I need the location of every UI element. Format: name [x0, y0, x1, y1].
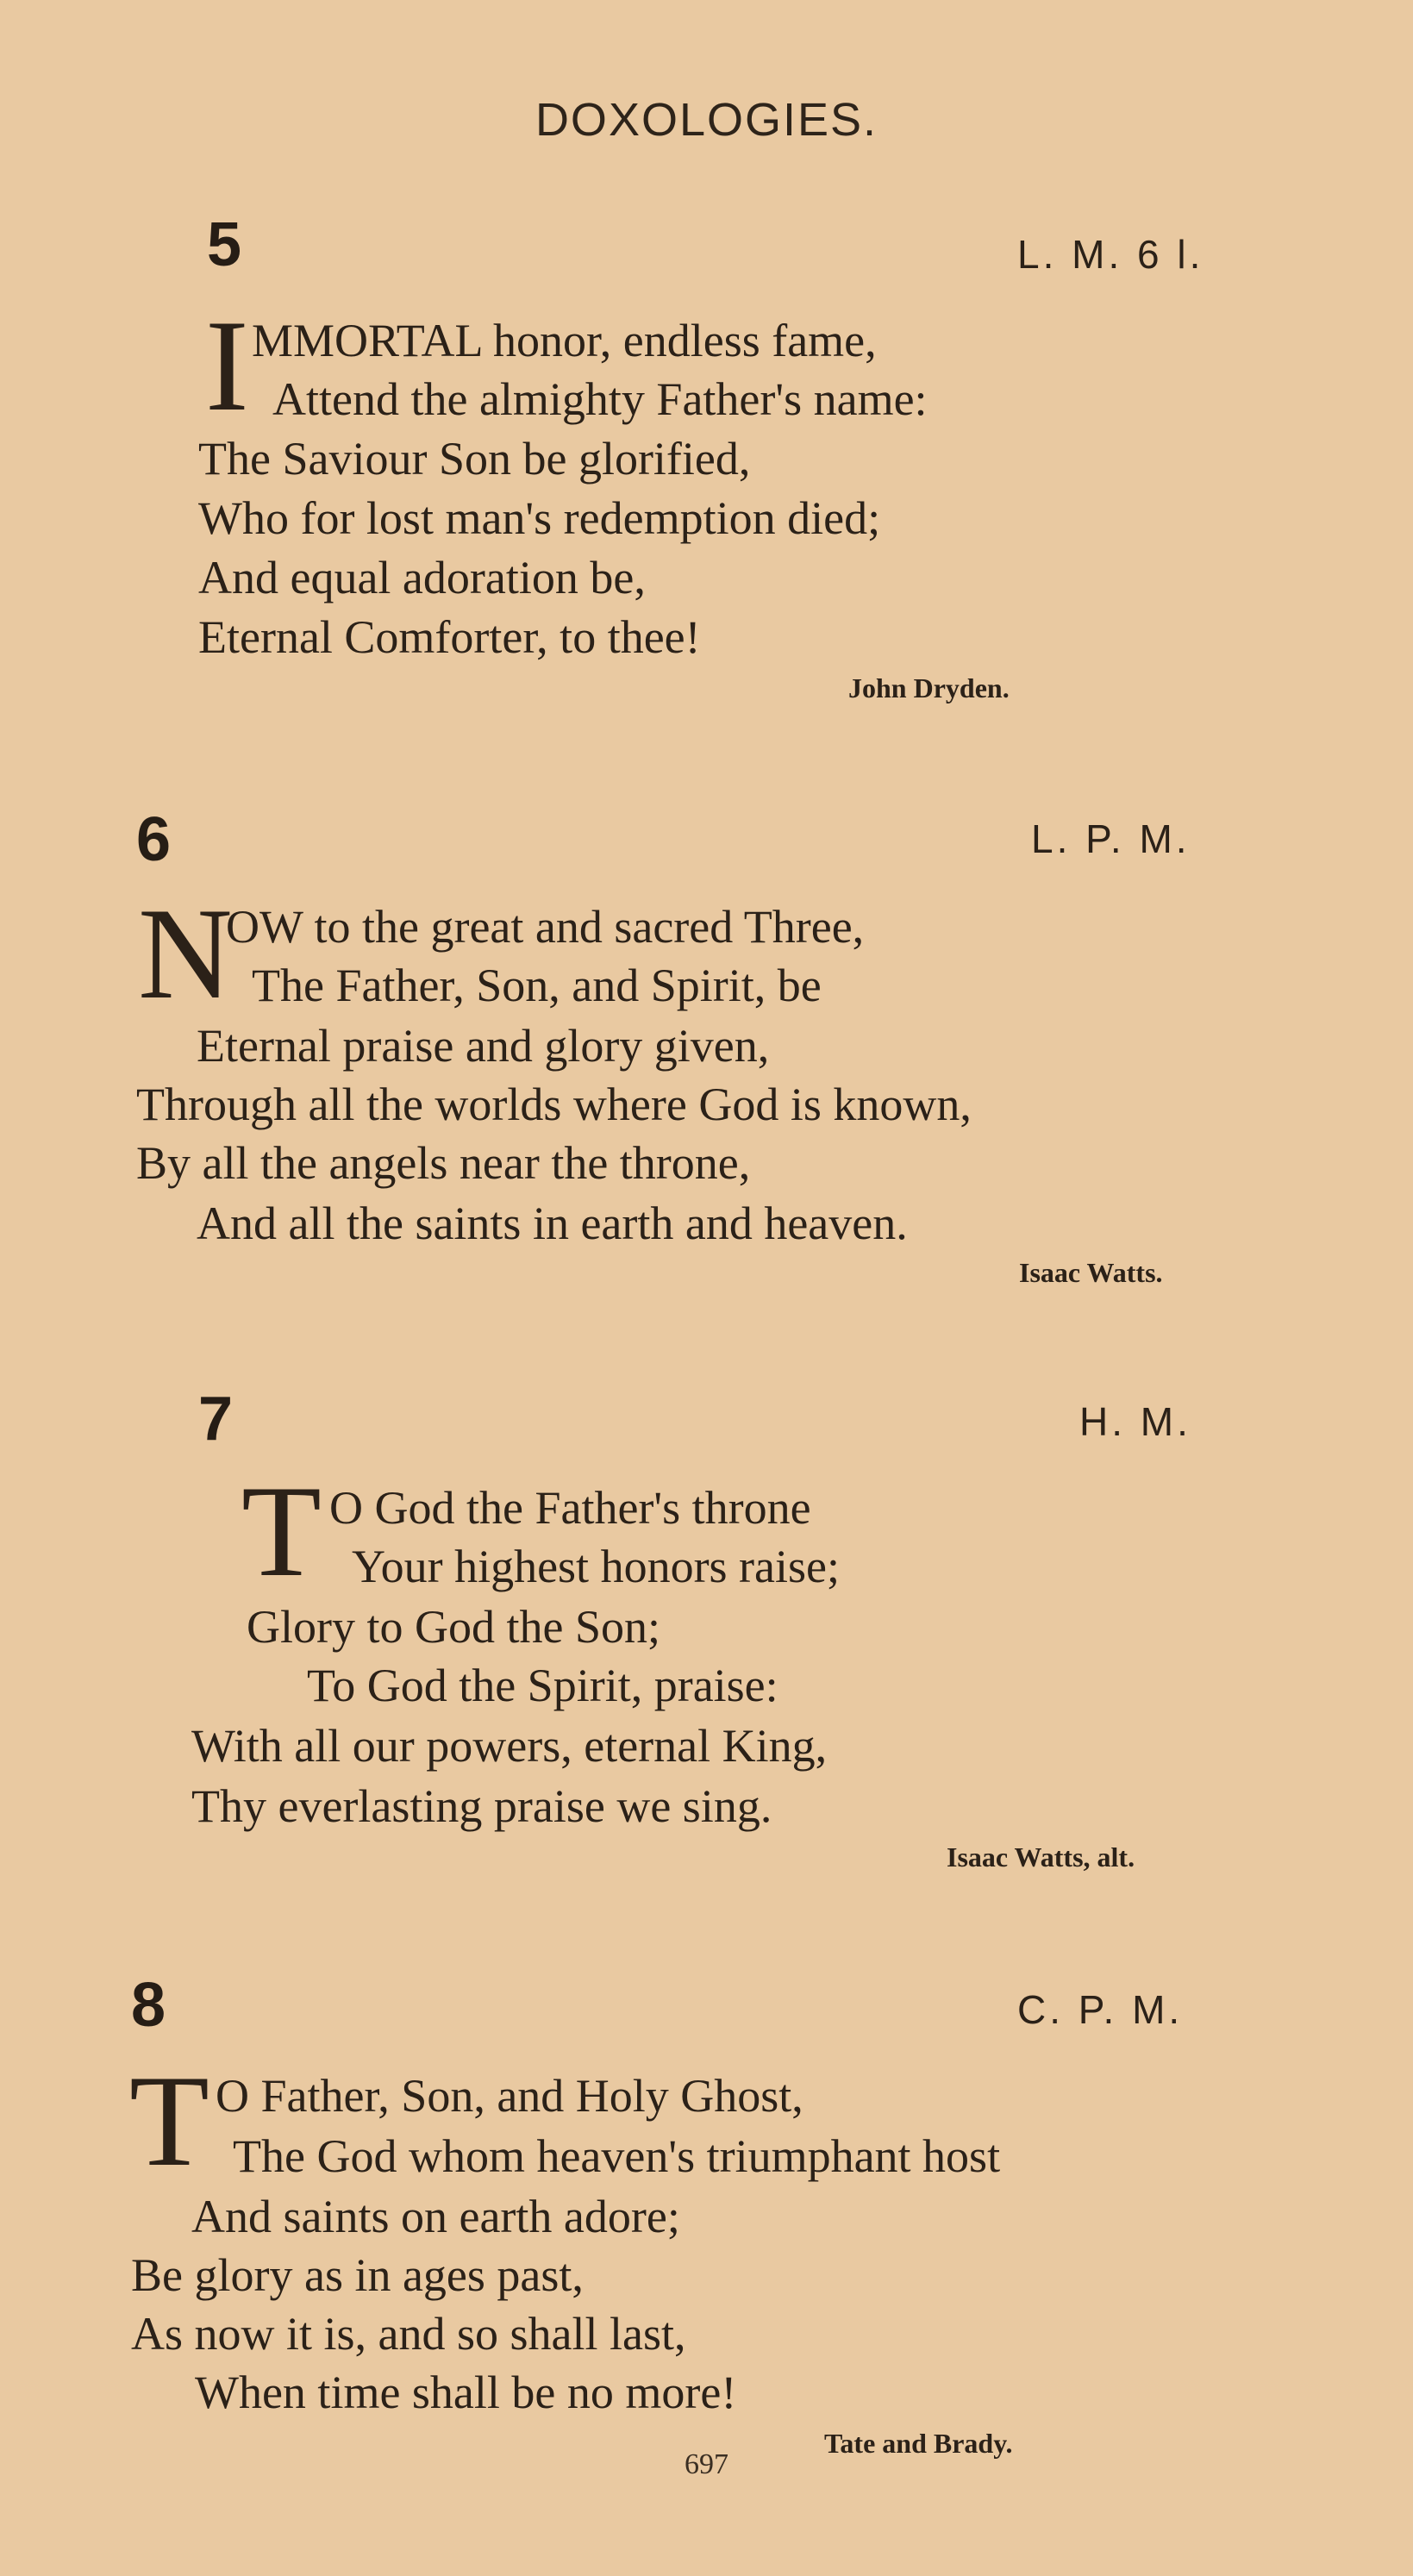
- drop-cap: N: [138, 881, 233, 1026]
- hymn-meter: L. M. 6 l.: [1017, 232, 1204, 277]
- verse-line: Your highest honors raise;: [352, 1541, 840, 1592]
- hymn-author: Tate and Brady.: [824, 2428, 1013, 2459]
- verse-line: OW to the great and sacred Three,: [226, 901, 865, 953]
- verse-line: Eternal praise and glory given,: [197, 1020, 770, 1072]
- verse-line: To God the Spirit, praise:: [307, 1660, 778, 1711]
- hymn-author: John Dryden.: [848, 672, 1010, 703]
- verse-line: The God whom heaven's triumphant host: [233, 2130, 1001, 2182]
- hymn-number: 5: [207, 210, 242, 279]
- verse-line: Attend the almighty Father's name:: [272, 373, 928, 425]
- page-number: 697: [685, 2448, 728, 2480]
- hymn-number: 6: [136, 805, 172, 874]
- verse-line: By all the angels near the throne,: [136, 1137, 751, 1189]
- verse-line: Glory to God the Son;: [247, 1601, 660, 1653]
- verse-line: Be glory as in ages past,: [131, 2249, 584, 2301]
- hymn-number: 8: [131, 1971, 166, 2040]
- verse-line: The Saviour Son be glorified,: [198, 433, 751, 485]
- hymn-meter: C. P. M.: [1017, 1987, 1184, 2032]
- verse-line: O God the Father's throne: [329, 1482, 811, 1534]
- verse-line: As now it is, and so shall last,: [131, 2308, 686, 2360]
- drop-cap: T: [241, 1459, 322, 1604]
- verse-line: And all the saints in earth and heaven.: [197, 1197, 908, 1249]
- verse-line: With all our powers, eternal King,: [191, 1720, 828, 1772]
- verse-line: The Father, Son, and Spirit, be: [252, 960, 822, 1011]
- hymn-meter: H. M.: [1079, 1399, 1191, 1444]
- drop-cap: I: [205, 293, 249, 438]
- drop-cap: T: [129, 2048, 209, 2193]
- hymn-meter: L. P. M.: [1031, 816, 1191, 861]
- verse-line: Through all the worlds where God is known,: [136, 1079, 972, 1130]
- verse-line: Thy everlasting praise we sing.: [191, 1780, 772, 1832]
- hymn-author: Isaac Watts, alt.: [947, 1841, 1135, 1873]
- hymn-number: 7: [198, 1385, 234, 1454]
- verse-line: MMORTAL honor, endless fame,: [252, 315, 877, 366]
- verse-line: When time shall be no more!: [195, 2367, 737, 2418]
- verse-line: O Father, Son, and Holy Ghost,: [216, 2070, 803, 2122]
- verse-line: Eternal Comforter, to thee!: [198, 611, 701, 663]
- page-header: DOXOLOGIES.: [535, 94, 878, 146]
- verse-line: Who for lost man's redemption died;: [198, 492, 881, 544]
- hymn-author: Isaac Watts.: [1019, 1257, 1163, 1288]
- verse-line: And saints on earth adore;: [191, 2191, 680, 2242]
- verse-line: And equal adoration be,: [198, 552, 646, 603]
